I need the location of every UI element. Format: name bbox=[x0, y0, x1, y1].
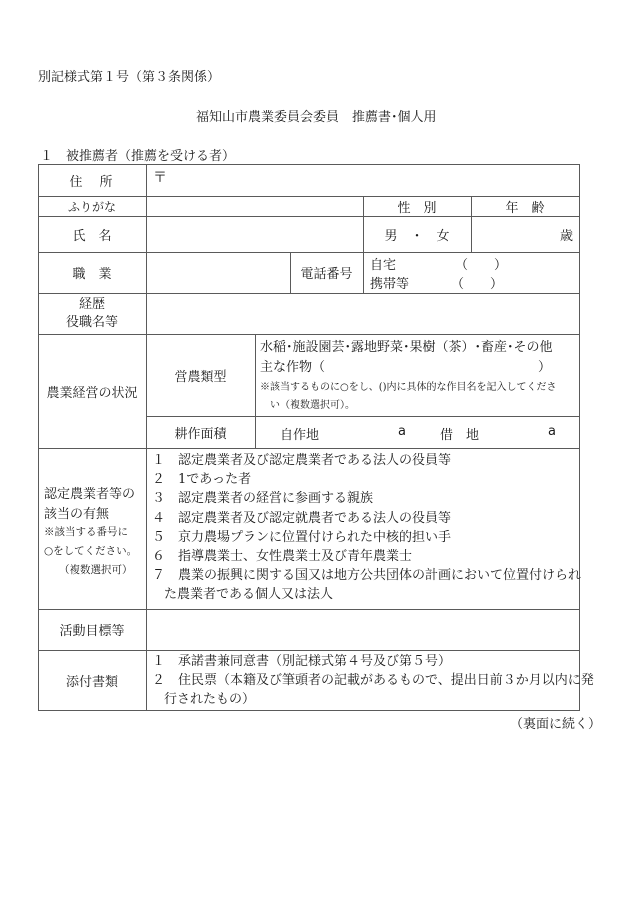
certified-label-line2: 該当の有無 bbox=[44, 507, 110, 522]
farm-type-options[interactable]: 水稲･施設園芸･露地野菜･果樹（茶）･畜産･その他 bbox=[260, 340, 553, 355]
table-rule bbox=[38, 448, 580, 449]
certified-note-line2: ○をしてください。 bbox=[44, 545, 138, 557]
career-label-line1: 経歴 bbox=[78, 296, 105, 312]
farm-type-note-line1: ※該当するものに○をし、()内に具体的な作目名を記入してくださ bbox=[260, 382, 557, 393]
table-border-bottom bbox=[38, 710, 580, 711]
name-field[interactable] bbox=[147, 217, 363, 252]
phone-label: 電話番号 bbox=[300, 267, 353, 282]
occupation-field[interactable] bbox=[147, 253, 290, 293]
own-land-label: 自作地 bbox=[280, 428, 320, 443]
cultivated-area-label: 耕作面積 bbox=[174, 426, 227, 442]
main-crop-label: 主な作物（ bbox=[260, 360, 326, 375]
document-title: 福知山市農業委員会委員 推薦書･個人用 bbox=[196, 110, 437, 125]
phone-home-field[interactable]: （ ） bbox=[455, 258, 508, 273]
furigana-label: ふりがな bbox=[67, 199, 116, 214]
certified-option[interactable]: ４ 認定農業者及び認定就農者である法人の役員等 bbox=[152, 510, 452, 526]
certified-note-line1: ※該当する番号に bbox=[44, 526, 128, 538]
continue-note: （裏面に続く） bbox=[510, 717, 602, 732]
age-field[interactable] bbox=[471, 216, 579, 252]
leased-land-label: 借 地 bbox=[440, 428, 480, 443]
age-unit: 歳 bbox=[559, 228, 573, 244]
phone-mobile-field[interactable]: （ ） bbox=[451, 277, 504, 292]
certified-option[interactable]: ７ 農業の振興に関する国又は地方公共団体の計画において位置付けられ bbox=[152, 568, 582, 584]
table-rule bbox=[255, 334, 256, 448]
attachments-label: 添付書類 bbox=[65, 674, 118, 690]
goals-field[interactable] bbox=[147, 610, 579, 650]
phone-mobile-label: 携帯等 bbox=[370, 277, 410, 292]
farm-type-label: 営農類型 bbox=[174, 369, 227, 385]
attachments-list bbox=[152, 652, 594, 710]
certified-options-list bbox=[152, 451, 581, 605]
furigana-field[interactable] bbox=[147, 197, 363, 216]
address-label: 住 所 bbox=[69, 174, 115, 190]
farm-type-note-line2: い（複数選択可）。 bbox=[270, 400, 355, 411]
attachment-item: ２ 住民票（本籍及び筆頭者の記載があるもので、提出日前３か月以内に発 bbox=[152, 673, 594, 689]
own-land-field[interactable] bbox=[330, 420, 390, 444]
certified-label-line1: 認定農業者等の bbox=[44, 487, 136, 502]
attachment-item: １ 承諾書兼同意書（別記様式第４号及び第５号） bbox=[152, 654, 452, 669]
leased-land-unit: a bbox=[548, 424, 556, 439]
career-label bbox=[38, 293, 146, 334]
age-label: 年 齢 bbox=[505, 200, 545, 216]
certified-note-line3: （複数選択可） bbox=[59, 564, 133, 576]
gender-label: 性 別 bbox=[397, 200, 437, 216]
goals-label: 活動目標等 bbox=[59, 624, 125, 639]
form-number: 別記様式第１号（第３条関係） bbox=[38, 70, 221, 85]
career-label-line2: 役職名等 bbox=[65, 314, 118, 330]
main-crop-close: ） bbox=[538, 360, 552, 375]
address-field[interactable] bbox=[147, 165, 579, 196]
leased-land-field[interactable] bbox=[490, 420, 545, 444]
certified-option[interactable]: ２ 1であった者 bbox=[152, 472, 252, 488]
career-field[interactable] bbox=[147, 294, 579, 334]
certified-option[interactable]: １ 認定農業者及び認定農業者である法人の役員等 bbox=[152, 453, 452, 468]
certified-option-continuation: た農業者である個人又は法人 bbox=[164, 587, 334, 603]
table-border-right bbox=[579, 164, 580, 711]
name-label: 氏 名 bbox=[72, 228, 112, 244]
certified-option[interactable]: ６ 指導農業士、女性農業士及び青年農業士 bbox=[152, 549, 413, 565]
phone-home-label: 自宅 bbox=[370, 258, 397, 273]
gender-options[interactable]: 男 ・ 女 bbox=[384, 228, 450, 244]
section-heading: １ 被推薦者（推薦を受ける者） bbox=[40, 149, 236, 164]
farm-status-label: 農業経営の状況 bbox=[46, 385, 138, 401]
attachment-item-continuation: 行されたもの） bbox=[164, 692, 256, 708]
postal-mark: 〒 bbox=[153, 170, 167, 186]
own-land-unit: a bbox=[398, 424, 406, 439]
certified-option[interactable]: ５ 京力農場プランに位置付けられた中核的担い手 bbox=[152, 529, 452, 545]
certified-option[interactable]: ３ 認定農業者の経営に参画する親族 bbox=[152, 491, 374, 507]
occupation-label: 職 業 bbox=[72, 267, 112, 282]
main-crop-field[interactable] bbox=[330, 356, 530, 374]
